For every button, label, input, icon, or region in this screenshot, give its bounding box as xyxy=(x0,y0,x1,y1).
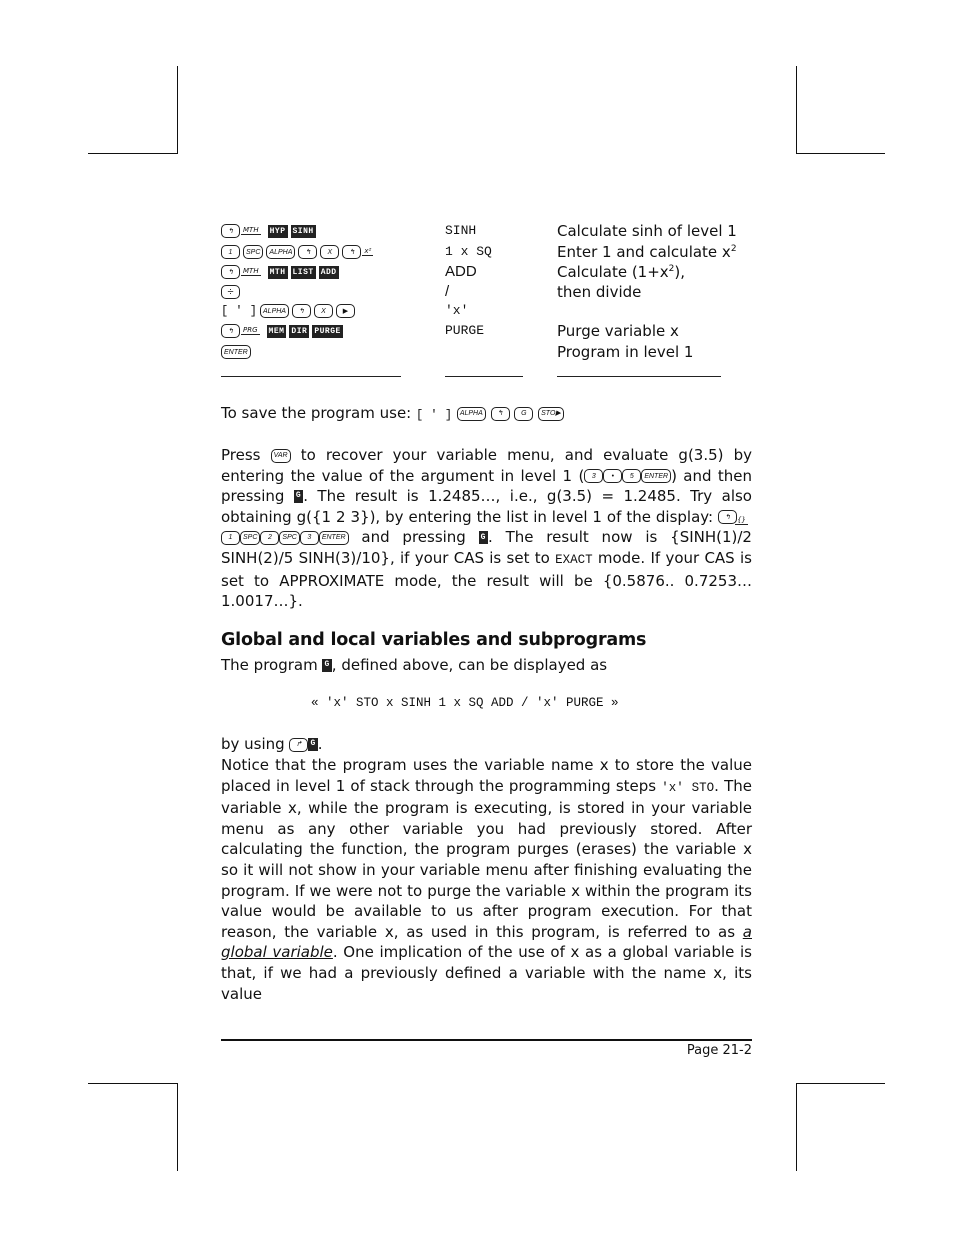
five-key: 5 xyxy=(622,469,641,483)
keystroke-sequence xyxy=(221,324,343,338)
table-row xyxy=(221,302,752,322)
global-variable-term: a global variable xyxy=(221,922,752,962)
left-shift-key: ↰ xyxy=(221,224,240,238)
left-shift-key: ↰ xyxy=(298,245,317,259)
table-row xyxy=(221,243,752,263)
spc-key: SPC xyxy=(243,245,263,259)
left-shift-key: ↰ xyxy=(221,265,240,279)
dot-key: • xyxy=(603,469,622,483)
crop-mark xyxy=(177,1083,178,1171)
one-key: 1 xyxy=(221,245,240,259)
sto-key: STO▶ xyxy=(538,407,564,421)
paragraph: Notice that the program uses the variable name x to store the value placed in level 1 of stack through the programming steps 'x' STO. The variable x, while the program is executing, is stored in your variable menu as any other variable you had previously stored. After calculating the function, the program purges (erases) the variable x so it will not show in your variable menu after finishing evaluating the program. If we were not to purge the variable x within the program its value would be available to us after program execution. For that reason, the variable x, as used in this program, is referred to as a global variable. One implication of the use of x as a global variable is that, if we had a previously defined a variable with the name x, its value xyxy=(221,756,752,1003)
alpha-key: ALPHA xyxy=(260,304,289,318)
braces-label: {} xyxy=(737,515,746,524)
crop-mark xyxy=(88,1083,177,1084)
x-key: X xyxy=(314,304,333,318)
crop-mark xyxy=(796,1083,885,1084)
keystroke-sequence xyxy=(221,304,355,318)
description-text: Calculate $(1+x^2)$, xyxy=(557,263,686,281)
right-arrow-key: ▶ xyxy=(336,304,355,318)
crop-mark xyxy=(796,153,885,154)
left-shift-key: ↰ xyxy=(491,407,510,421)
three-key: 3 xyxy=(300,531,319,545)
g-softkey: G xyxy=(308,738,317,751)
enter-key: ENTER xyxy=(641,469,671,483)
crop-mark xyxy=(796,1083,797,1171)
table-row xyxy=(221,343,752,363)
table-row xyxy=(221,263,752,283)
description-text: Enter 1 and calculate $x^2$ xyxy=(557,243,737,261)
alpha-key: ALPHA xyxy=(266,245,295,259)
two-key: 2 xyxy=(260,531,279,545)
three-key: 3 xyxy=(584,469,603,483)
list-softkey: LIST xyxy=(292,267,314,277)
description-text: Program in level 1 xyxy=(557,343,694,361)
right-shift-key: ↱ xyxy=(289,738,308,752)
keystroke-sequence xyxy=(221,224,316,238)
mth-label: MTH xyxy=(243,267,259,275)
x-squared-label: x² xyxy=(364,247,372,255)
table-rule xyxy=(445,376,523,377)
save-instruction: To save the program use: [ ' ] ALPHA ↰ G STO▶ xyxy=(221,403,752,426)
left-shift-key: ↰ xyxy=(342,245,361,259)
g-key: G xyxy=(514,407,533,421)
page-number: Page 21-2 xyxy=(686,1043,752,1058)
footer-rule xyxy=(221,1039,752,1041)
hyp-softkey: HYP xyxy=(269,226,286,236)
add-softkey: ADD xyxy=(320,267,337,277)
section-heading: Global and local variables and subprograms xyxy=(221,630,647,650)
mem-softkey: MEM xyxy=(268,326,285,336)
keystroke-sequence xyxy=(221,345,251,359)
spc-key: SPC xyxy=(279,531,299,545)
program-listing: « 'x' STO x SINH 1 x SQ ADD / 'x' PURGE » xyxy=(311,696,619,710)
spc-key: SPC xyxy=(240,531,260,545)
divide-key: ÷ xyxy=(221,285,240,299)
table-rule xyxy=(557,376,721,377)
keystroke-sequence xyxy=(221,285,240,299)
command-text: SINH xyxy=(445,223,477,238)
g-softkey: G xyxy=(479,531,488,544)
mth-label: MTH xyxy=(243,226,259,234)
table-row xyxy=(221,322,752,342)
dir-softkey: DIR xyxy=(291,326,308,336)
one-key: 1 xyxy=(221,531,240,545)
enter-key: ENTER xyxy=(221,345,251,359)
crop-mark xyxy=(796,66,797,154)
prg-label: PRG xyxy=(243,326,258,334)
mth-softkey: MTH xyxy=(269,267,286,277)
command-text: PURGE xyxy=(445,323,485,338)
enter-key: ENTER xyxy=(319,531,349,545)
keystroke-sequence xyxy=(221,265,339,279)
alpha-key: ALPHA xyxy=(457,407,486,421)
command-text: / xyxy=(445,283,450,300)
keystroke-sequence xyxy=(221,245,377,259)
quote-brackets-key: [ ' ] xyxy=(416,408,453,422)
left-shift-key: ↰ xyxy=(221,324,240,338)
g-softkey: G xyxy=(294,490,303,503)
command-text: 'x' xyxy=(445,303,469,318)
command-text: ADD xyxy=(445,263,477,280)
purge-softkey: PURGE xyxy=(314,326,341,336)
description-text: Purge variable x xyxy=(557,322,679,340)
paragraph: The program G , defined above, can be displayed as xyxy=(221,656,608,674)
var-key: VAR xyxy=(271,449,291,463)
crop-mark xyxy=(177,66,178,154)
description-text: then divide xyxy=(557,283,642,301)
paragraph: by using ↱ G . xyxy=(221,735,323,753)
table-row xyxy=(221,283,752,303)
sinh-softkey: SINH xyxy=(292,226,314,236)
description-text: Calculate sinh of level 1 xyxy=(557,222,737,240)
command-text: 1 x SQ xyxy=(445,244,492,259)
g-softkey: G xyxy=(322,659,331,672)
paragraph: Press VAR to recover your variable menu, and evaluate g(3.5) by entering the value of the argument in level 1 ( 3 • 5 ENTER ) and then pressing G . The result is 1.2485…, i.e., g(3.5) = 1.2485. Try also obtaining g({1 2 3}), by entering the list in level 1 of the display: ↰ {}1 SPC 2 SPC 3 ENTER and pressing G . The result now is {SINH(1)/2 SINH(2)/5 SINH(3)/10}, if your CAS is set to EXACT mode. If your CAS is set to APPROXIMATE mode, the result will be {0.5876.. 0.7253… 1.0017…}. xyxy=(221,446,753,611)
left-shift-key: ↰ xyxy=(718,510,737,524)
quote-brackets-key: [ ' ] xyxy=(221,304,258,318)
crop-mark xyxy=(88,153,177,154)
x-key: X xyxy=(320,245,339,259)
left-shift-key: ↰ xyxy=(292,304,311,318)
table-rule xyxy=(221,376,401,377)
table-row xyxy=(221,222,752,242)
